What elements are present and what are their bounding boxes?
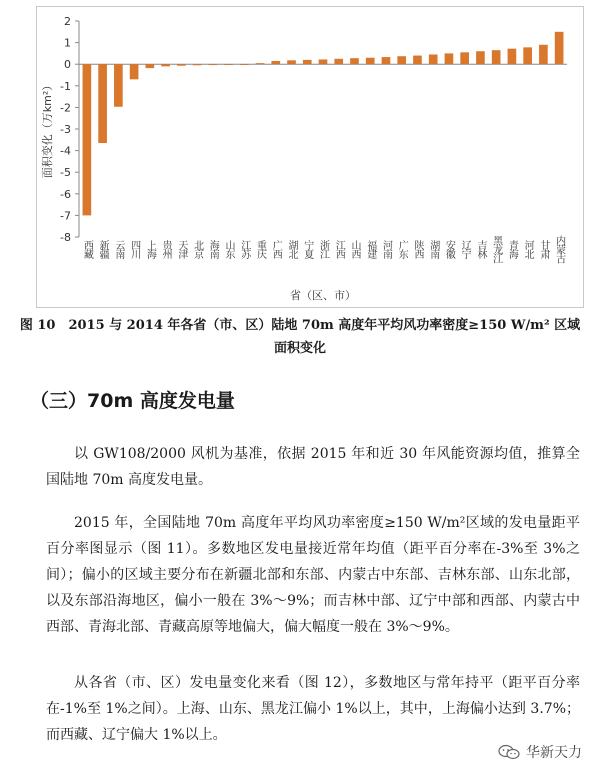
x-tick-label: 江西 (333, 240, 345, 258)
x-tick-label: 西藏 (81, 240, 93, 258)
y-tick-label: -4 (60, 144, 71, 158)
x-tick-label: 湖北 (286, 240, 298, 258)
bar (334, 59, 343, 64)
y-axis-title: 面积变化（万km²） (41, 79, 54, 179)
x-tick-label: 广东 (396, 240, 408, 258)
footer-brand (498, 742, 582, 762)
figure-caption-line1: 图 10 2015 与 2014 年各省（市、区）陆地 70m 高度年平均风功率密度≥150 W/m² 区域 (19, 318, 581, 333)
bar (555, 32, 564, 64)
x-tick-label: 新疆 (97, 240, 109, 258)
bar (256, 63, 265, 64)
bar (429, 54, 438, 64)
bar (508, 49, 517, 65)
y-tick-label: 0 (64, 58, 71, 72)
x-tick-label: 安徽 (443, 240, 455, 258)
bar (523, 47, 532, 64)
y-tick-label: -5 (60, 166, 71, 180)
x-tick-label: 北京 (191, 240, 203, 258)
x-tick-label: 宁夏 (301, 240, 313, 258)
x-tick-label: 云南 (112, 240, 124, 258)
bar (303, 60, 312, 64)
bar (492, 50, 501, 64)
x-tick-label: 江苏 (238, 240, 250, 258)
bar (146, 64, 155, 68)
bar (539, 45, 548, 64)
bar (382, 57, 391, 64)
x-tick-label: 河南 (380, 240, 392, 258)
y-tick-label: -2 (60, 101, 71, 115)
y-tick-label: -8 (60, 231, 71, 244)
y-tick-label: 1 (64, 36, 71, 50)
bar (476, 51, 485, 64)
x-tick-label: 重庆 (254, 240, 266, 258)
bar (445, 53, 454, 64)
footer-brand-name: 华新天力 (526, 745, 582, 761)
bar (350, 58, 359, 64)
x-tick-label: 吉林 (474, 240, 486, 258)
figure-caption-line2: 面积变化 (273, 341, 326, 356)
bar (224, 64, 233, 65)
x-tick-label: 福建 (364, 240, 376, 258)
x-tick-label: 上海 (144, 240, 156, 258)
bar (397, 56, 406, 64)
bar (319, 59, 328, 64)
x-tick-label: 山西 (348, 240, 360, 258)
x-tick-label: 海南 (207, 240, 219, 258)
bar (208, 64, 217, 65)
x-axis-title: 省（区、市） (290, 289, 356, 302)
x-tick-label: 青海 (506, 240, 518, 258)
bar (98, 64, 107, 143)
x-tick-label: 甘肃 (537, 240, 549, 258)
chart-frame (36, 6, 584, 308)
x-tick-label: 内蒙古 (553, 235, 565, 263)
bar (413, 56, 422, 65)
paragraph-2: 2015 年，全国陆地 70m 高度年平均风功率密度≥150 W/m²区域的发电量距平百分率图显示（图 11）。多数地区发电量接近常年均值（距平百分率在-3%至 3%之间）；偏小的区域主要分布在新疆北部和东部、内蒙古中东部、吉林东部、山东北部，以及东部沿海地区，偏小一般在 3%～9%；而吉林中部、辽宁中部和西部、内蒙古中西部、青海北部、青藏高原等地偏大，偏大幅度一般在 3%～9%。 (46, 515, 580, 635)
x-tick-label: 广西 (270, 240, 282, 258)
x-tick-label: 四川 (128, 240, 140, 258)
y-tick-label: -6 (60, 187, 71, 201)
y-tick-label: 2 (64, 15, 71, 28)
x-tick-label: 浙江 (317, 240, 329, 258)
x-tick-label: 天津 (175, 240, 187, 258)
bar (161, 64, 170, 66)
bar (83, 64, 92, 215)
y-tick-label: -7 (60, 209, 71, 223)
paragraph-1: 以 GW108/2000 风机为基准，依据 2015 年和近 30 年风能资源均值，推算全国陆地 70m 高度发电量。 (46, 446, 580, 488)
bar (240, 64, 249, 65)
bar (460, 52, 469, 64)
x-tick-label: 贵州 (160, 240, 172, 258)
section-title: （三）70m 高度发电量 (30, 390, 235, 412)
x-tick-label: 陕西 (411, 240, 423, 258)
y-tick-label: -3 (60, 123, 71, 136)
x-tick-label: 河北 (522, 240, 534, 258)
bar-chart (37, 7, 583, 307)
y-tick-label: -1 (60, 79, 71, 93)
bar (193, 64, 202, 65)
bar (271, 61, 280, 64)
x-tick-label: 辽宁 (459, 240, 471, 258)
bar (177, 64, 186, 66)
wechat-icon (498, 744, 520, 760)
x-tick-label: 黑龙江 (490, 235, 502, 263)
bar (114, 64, 123, 107)
x-tick-label: 湖南 (427, 240, 439, 258)
bar (130, 64, 139, 79)
bar (366, 58, 375, 64)
bar (287, 60, 296, 64)
x-tick-label: 山东 (223, 240, 235, 258)
paragraph-3: 从各省（市、区）发电量变化来看（图 12），多数地区与常年持平（距平百分率在-1%至 1%之间）。上海、山东、黑龙江偏小 1%以上，其中，上海偏小达到 3.7%；而西藏、辽宁偏大 1%以上。 (46, 675, 580, 743)
